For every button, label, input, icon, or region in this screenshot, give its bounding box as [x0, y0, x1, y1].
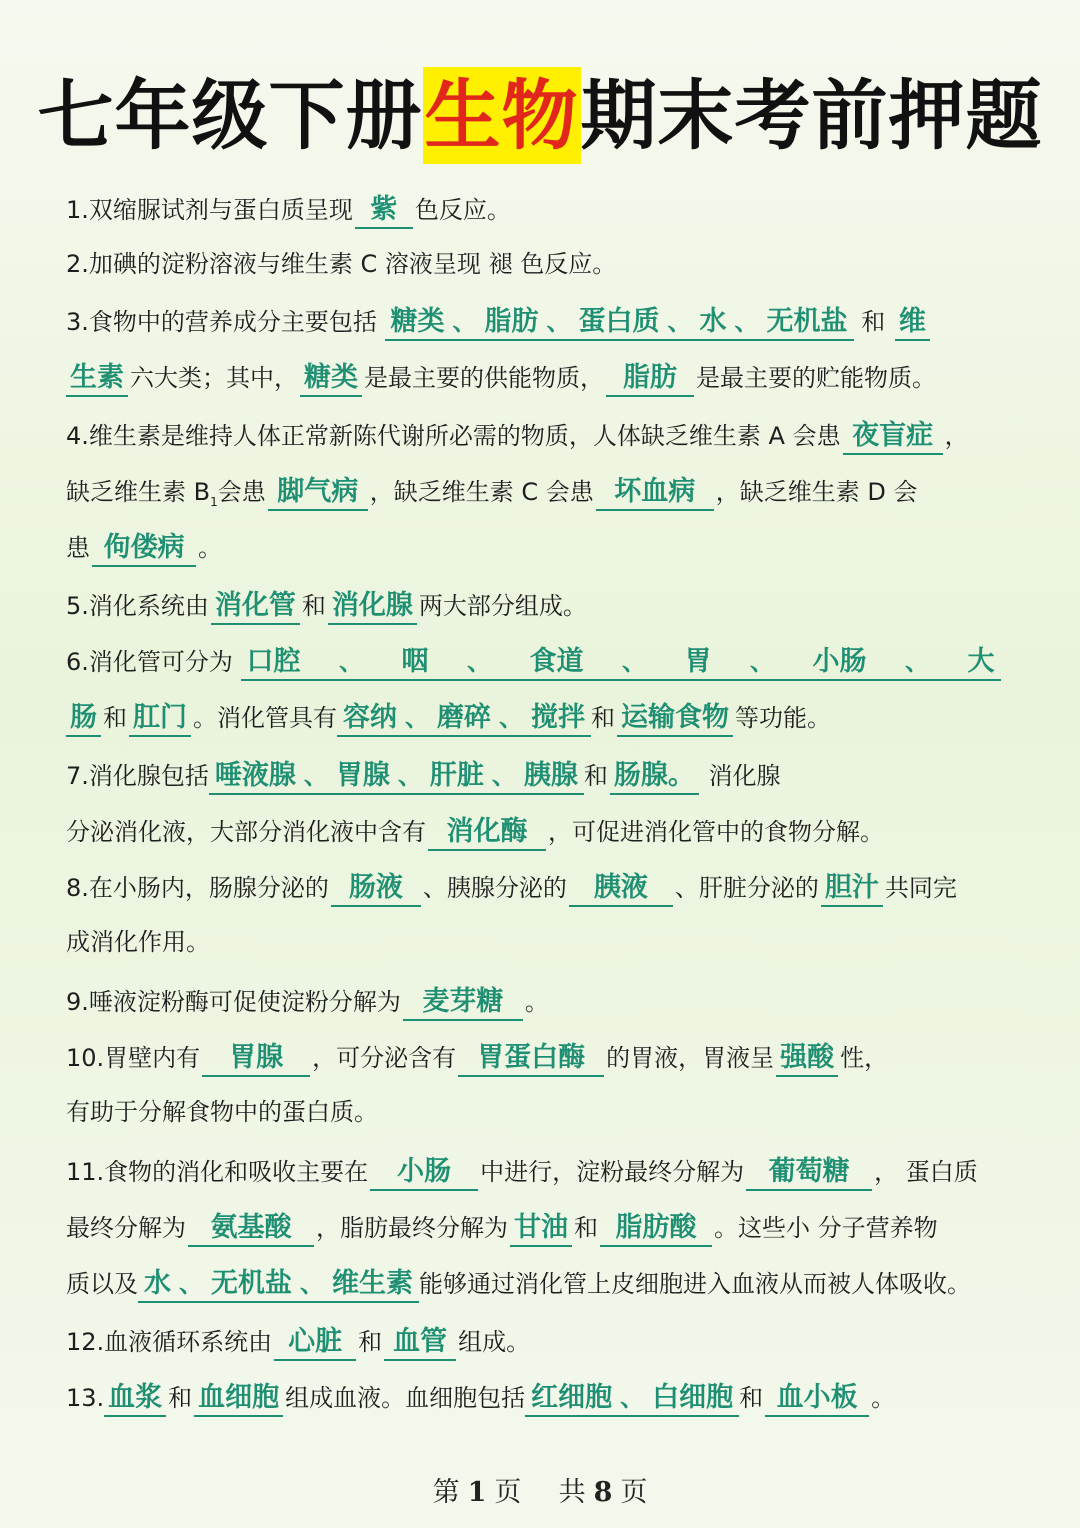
q-text: 10.胃壁内有 [66, 1044, 201, 1072]
question-11 [66, 1152, 1016, 1192]
answer-blank: 胃 [684, 646, 712, 677]
q-text: 最终分解为 [66, 1214, 186, 1242]
answer-blank: 小肠 [812, 646, 867, 677]
answer-blank: 紫 [355, 193, 413, 229]
answer-blank: 搅拌 [531, 702, 585, 733]
question-11-cont2 [66, 1264, 1016, 1304]
q-text: 消化腺 [708, 762, 781, 790]
answer-blank: 水 [699, 306, 727, 337]
answer-blank: 咽 [401, 646, 429, 677]
title-post: 期末考前押题 [580, 71, 1043, 160]
answer-blank: 肛门 [129, 701, 191, 737]
q-text: 和 [591, 704, 615, 732]
q-text: 缺乏维生素 B [66, 478, 211, 506]
answer-blank: 消化管 [211, 589, 300, 625]
q-text: 等功能。 [735, 704, 831, 732]
question-3-cont [66, 358, 1016, 398]
answer-blank: 坏血病 [596, 475, 714, 511]
q-text: 中进行，淀粉最终分解为 [480, 1158, 745, 1186]
answer-blank: 肠腺。 [610, 759, 699, 795]
answer-blank: 胃腺 [335, 760, 390, 791]
answer-blank: 食道 [529, 646, 584, 677]
answer-blank: 无机盐 [766, 306, 848, 337]
answer-blank: 血浆 [104, 1381, 166, 1417]
title-highlight: 生物 [423, 67, 581, 164]
question-1 [66, 190, 1016, 230]
answer-group: 红细胞 、 白细胞 [525, 1381, 739, 1417]
q-text: 色反应。 [414, 196, 511, 224]
answer-blank: 胃腺 [202, 1041, 310, 1077]
q-text: 5.消化系统由 [66, 592, 209, 620]
q-text: 和 [574, 1214, 598, 1242]
q-text: ，缺乏维生素 D 会 [715, 478, 918, 506]
answer-blank: 大 [967, 646, 995, 677]
answer-group: 口腔 、 咽 、 食道 、 胃 、 小肠 、 大 [241, 645, 1001, 681]
answer-group: 水 、 无机盐 、 维生素 [138, 1267, 419, 1303]
question-13 [66, 1378, 1016, 1418]
answer-blank: 氨基酸 [188, 1211, 314, 1247]
q-text: 。 [871, 1384, 896, 1412]
answer-text: 褪 [488, 250, 513, 278]
question-7-cont [66, 812, 1016, 852]
answer-blank: 强酸 [776, 1041, 838, 1077]
answer-blank: 夜盲症 [843, 419, 943, 455]
question-4-cont [66, 472, 1016, 522]
q-text: 1.双缩脲试剂与蛋白质呈现 [66, 196, 353, 224]
q-text: 和 [358, 1328, 383, 1356]
answer-blank: 无机盐 [211, 1268, 292, 1299]
question-11-cont [66, 1208, 1016, 1248]
q-text: 3.食物中的营养成分主要包括 [66, 308, 377, 336]
answer-blank: 消化腺 [328, 589, 417, 625]
question-9 [66, 982, 1016, 1022]
answer-blank: 脂肪 [606, 361, 694, 397]
q-text: 的胃液，胃液呈 [606, 1044, 775, 1072]
answer-blank: 血管 [384, 1325, 456, 1361]
q-text: 、胰腺分泌的 [422, 874, 567, 902]
q-text: 组成。 [458, 1328, 531, 1356]
footer-text: 页 [620, 1477, 648, 1508]
q-text: 和 [739, 1384, 764, 1412]
q-text: 和 [103, 704, 127, 732]
q-text: 。消化管具有 [193, 704, 337, 732]
q-text: 成消化作用。 [66, 928, 210, 956]
answer-blank: 肠 [66, 701, 101, 737]
q-text: 7.消化腺包括 [66, 762, 209, 790]
answer-blank: 佝偻病 [92, 531, 196, 567]
q-text: 。 [524, 988, 549, 1016]
answer-blank: 脚气病 [268, 475, 368, 511]
q-text: 患 [66, 534, 90, 562]
total-pages: 8 [593, 1477, 613, 1508]
q-text: 13. [66, 1384, 105, 1412]
answer-blank: 肝脏 [429, 760, 484, 791]
q-text: 是最主要的供能物质， [364, 364, 604, 392]
q-text: ， 蛋白质 [874, 1158, 978, 1186]
answer-blank: 血细胞 [194, 1381, 283, 1417]
answer-blank: 消化酶 [428, 815, 546, 851]
answer-blank: 胆汁 [821, 871, 883, 907]
q-text: 质以及 [66, 1270, 138, 1298]
answer-blank: 胰液 [569, 871, 673, 907]
question-8-cont [66, 922, 1016, 962]
answer-blank: 运输食物 [617, 701, 733, 737]
q-text: 4.维生素是维持人体正常新陈代谢所必需的物质，人体缺乏维生素 A 会患 [66, 422, 841, 450]
q-text: 2.加碘的淀粉溶液与维生素 C 溶液呈现 [66, 250, 481, 278]
answer-blank: 红细胞 [531, 1382, 613, 1413]
q-text: 。 [198, 534, 222, 562]
answer-blank: 甘油 [510, 1211, 572, 1247]
q-text: 11.食物的消化和吸收主要在 [66, 1158, 369, 1186]
q-text: ，可促进消化管中的食物分解。 [548, 818, 884, 846]
question-7 [66, 756, 1016, 796]
answer-blank: 磨碎 [437, 702, 491, 733]
q-text: 8.在小肠内，肠腺分泌的 [66, 874, 329, 902]
question-4-cont2 [66, 528, 1016, 568]
footer-text: 共 [558, 1477, 586, 1508]
q-text: ，脂肪最终分解为 [316, 1214, 508, 1242]
question-10 [66, 1038, 1016, 1078]
q-text: 色反应。 [520, 250, 617, 278]
q-text: 两大部分组成。 [418, 592, 587, 620]
answer-blank: 水 [144, 1268, 171, 1299]
question-4: 4.维生素是维持人体正常新陈代谢所必需的物质，人体缺乏维生素 A 会患 夜盲症 ， [66, 416, 1016, 456]
question-12 [66, 1322, 1016, 1362]
q-text: 6.消化管可分为 [66, 648, 233, 676]
answer-blank: 唾液腺 [214, 760, 296, 791]
answer-blank: 维生素 [332, 1268, 413, 1299]
answer-blank: 糖类 [300, 361, 362, 397]
q-text: 和 [583, 762, 608, 790]
q-text: ，可分泌含有 [312, 1044, 457, 1072]
q-text: 和 [861, 308, 886, 336]
q-text: 会患 [217, 478, 266, 506]
question-6-cont [66, 698, 1016, 738]
answer-blank: 脂肪酸 [600, 1211, 712, 1247]
page-number: 1 [467, 1477, 487, 1508]
q-text: 、肝脏分泌的 [674, 874, 819, 902]
footer-text: 第 [432, 1477, 460, 1508]
answer-blank: 小肠 [370, 1155, 478, 1191]
q-text: 9.唾液淀粉酶可促使淀粉分解为 [66, 988, 401, 1016]
answer-blank: 肠液 [331, 871, 421, 907]
answer-blank: 糖类 [390, 306, 445, 337]
q-text: 有助于分解食物中的蛋白质。 [66, 1098, 378, 1126]
q-text: 能够通过消化管上皮细胞进入血液从而被人体吸收。 [419, 1270, 971, 1298]
answer-blank: 血小板 [765, 1381, 869, 1417]
question-8 [66, 868, 1016, 908]
question-2 [66, 244, 1016, 284]
footer-text: 页 [494, 1477, 522, 1508]
subscript: 1 [210, 494, 218, 509]
question-6 [66, 642, 1016, 682]
answer-blank: 脂肪 [484, 306, 539, 337]
q-text: 和 [168, 1384, 193, 1412]
q-text: 组成血液。血细胞包括 [285, 1384, 526, 1412]
question-5 [66, 586, 1016, 626]
answer-blank: 蛋白质 [578, 306, 660, 337]
title-pre: 七年级下册 [37, 71, 423, 160]
question-3 [66, 302, 1016, 342]
q-text: ，缺乏维生素 C 会患 [369, 478, 594, 506]
q-text: 和 [301, 592, 326, 620]
answer-blank: 白细胞 [652, 1382, 734, 1413]
page-footer [0, 1470, 1080, 1509]
page-title [0, 66, 1080, 166]
answer-blank: 口腔 [246, 646, 301, 677]
answer-blank: 生素 [66, 361, 128, 397]
answer-group: 容纳 、 磨碎 、 搅拌 [337, 701, 591, 737]
answer-blank: 维 [895, 305, 930, 341]
question-10-cont [66, 1092, 1016, 1132]
answer-blank: 心脏 [274, 1325, 356, 1361]
answer-blank: 葡萄糖 [746, 1155, 872, 1191]
answer-group: 唾液腺 、 胃腺 、 肝脏 、 胰腺 [209, 759, 584, 795]
answer-blank: 胰腺 [523, 760, 578, 791]
q-text: 。这些小 分子营养物 [714, 1214, 938, 1242]
q-text: 六大类；其中， [130, 364, 298, 392]
answer-blank: 容纳 [343, 702, 397, 733]
answer-blank: 胃蛋白酶 [458, 1041, 604, 1077]
answer-group: 糖类 、 脂肪 、 蛋白质 、 水 、 无机盐 [385, 305, 854, 341]
q-text: 性， [840, 1044, 889, 1072]
answer-blank: 麦芽糖 [403, 985, 523, 1021]
q-text: 分泌消化液，大部分消化液中含有 [66, 818, 426, 846]
q-text: 12.血液循环系统由 [66, 1328, 273, 1356]
q-text: 是最主要的贮能物质。 [696, 364, 936, 392]
q-text: 共同完 [884, 874, 957, 902]
